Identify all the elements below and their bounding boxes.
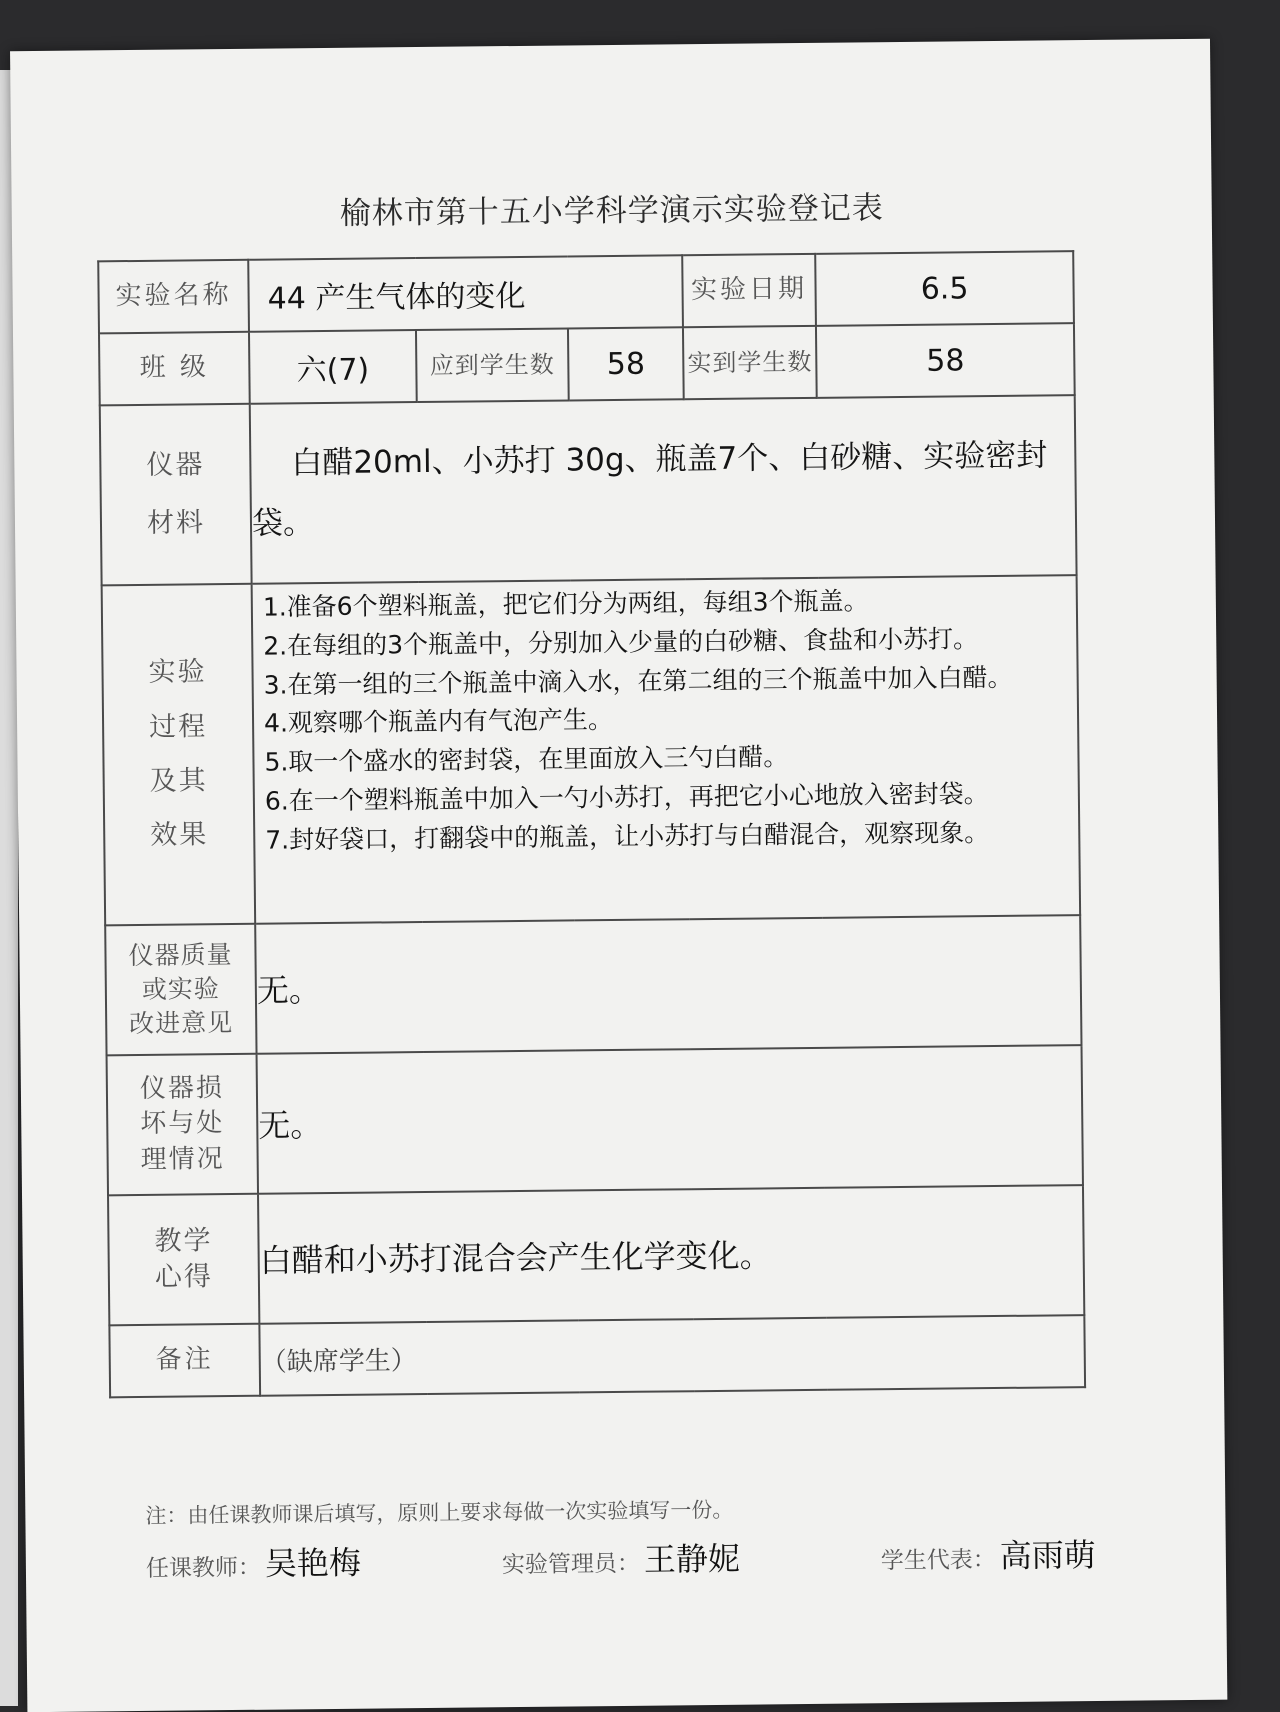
row-class-info xyxy=(99,323,1075,405)
class-value: 六(7) xyxy=(249,330,417,404)
experiment-name-label: 实验名称 xyxy=(98,260,249,334)
teacher-name: 吴艳梅 xyxy=(264,1543,362,1583)
insight-label xyxy=(108,1194,259,1326)
damage-label-line: 理情况 xyxy=(140,1143,225,1175)
row-process xyxy=(102,575,1081,925)
process-label-line: 过程 xyxy=(148,710,208,743)
process-step: 5.取一个盛水的密封袋，在里面放入三勺白醋。 xyxy=(264,742,789,777)
actual-students-value: 58 xyxy=(816,323,1075,398)
damage-label-line: 仪器损 xyxy=(139,1073,225,1105)
process-steps-list xyxy=(253,576,1079,860)
expected-students-value: 58 xyxy=(568,327,684,400)
experiment-registration-table xyxy=(97,250,1086,1398)
process-label xyxy=(102,584,256,926)
row-materials xyxy=(100,395,1077,585)
insight-value: 白醋和小苏打混合会产生化学变化。 xyxy=(258,1185,1084,1324)
admin-name: 王静妮 xyxy=(643,1539,741,1579)
process-step: 7.封好袋口，打翻袋中的瓶盖，让小苏打与白醋混合，观察现象。 xyxy=(265,817,990,855)
quality-label xyxy=(105,924,256,1056)
admin-label: 实验管理员： xyxy=(501,1550,641,1579)
process-step: 1.准备6个塑料瓶盖，把它们分为两组，每组3个瓶盖。 xyxy=(262,586,869,622)
experiment-name-value: 44 产生气体的变化 xyxy=(248,255,683,332)
remark-label: 备注 xyxy=(109,1324,260,1398)
process-step: 4.观察哪个瓶盖内有气泡产生。 xyxy=(263,705,614,738)
student-rep-name: 高雨萌 xyxy=(999,1535,1097,1575)
damage-value: 无。 xyxy=(257,1045,1083,1194)
row-damage xyxy=(107,1045,1083,1195)
quality-label-line: 改进意见 xyxy=(129,1007,234,1038)
process-label-line: 及其 xyxy=(149,765,208,797)
quality-label-line: 仪器质量 xyxy=(128,940,233,971)
signature-row xyxy=(146,1530,1096,1586)
process-step: 3.在第一组的三个瓶盖中滴入水，在第二组的三个瓶盖中加入白醋。 xyxy=(263,662,1013,700)
materials-label-line: 材料 xyxy=(146,507,206,539)
remark-value: （缺席学生） xyxy=(259,1315,1085,1396)
row-remark xyxy=(109,1315,1085,1397)
process-label-line: 效果 xyxy=(150,819,209,852)
row-insight xyxy=(108,1185,1084,1325)
row-experiment-name xyxy=(98,251,1074,333)
process-steps-cell xyxy=(252,575,1081,924)
teacher-signature xyxy=(146,1538,361,1586)
damage-label xyxy=(107,1054,258,1196)
damage-label-line: 坏与处 xyxy=(140,1108,225,1140)
process-step: 2.在每组的3个瓶盖中，分别加入少量的白砂糖、食盐和小苏打。 xyxy=(263,623,979,661)
experiment-date-value: 6.5 xyxy=(815,251,1074,326)
student-rep-label: 学生代表： xyxy=(880,1547,996,1575)
materials-label xyxy=(100,404,252,586)
materials-value: 白醋20ml、小苏打 30g、瓶盖7个、白砂糖、实验密封袋。 xyxy=(250,395,1077,584)
experiment-date-label: 实验日期 xyxy=(682,254,816,327)
row-quality xyxy=(105,915,1081,1055)
footer-note: 注：由任课教师课后填写，原则上要求每做一次实验填写一份。 xyxy=(145,1497,734,1528)
expected-students-label: 应到学生数 xyxy=(416,328,569,402)
process-label-line: 实验 xyxy=(148,656,207,688)
student-rep-signature xyxy=(881,1530,1096,1578)
quality-label-line: 或实验 xyxy=(141,974,221,1005)
form-title: 榆林市第十五小学科学演示实验登记表 xyxy=(339,190,884,232)
admin-signature xyxy=(502,1534,740,1582)
registration-form-sheet xyxy=(10,39,1227,1712)
quality-value: 无。 xyxy=(255,915,1081,1054)
materials-label-line: 仪器 xyxy=(146,448,205,481)
class-label: 班 级 xyxy=(99,332,250,406)
insight-label-line: 教学 xyxy=(154,1224,213,1257)
actual-students-label: 实到学生数 xyxy=(683,326,817,399)
insight-label-line: 心得 xyxy=(154,1261,214,1293)
process-step: 6.在一个塑料瓶盖中加入一勺小苏打，再把它小心地放入密封袋。 xyxy=(264,778,989,816)
teacher-label: 任课教师： xyxy=(145,1554,262,1582)
